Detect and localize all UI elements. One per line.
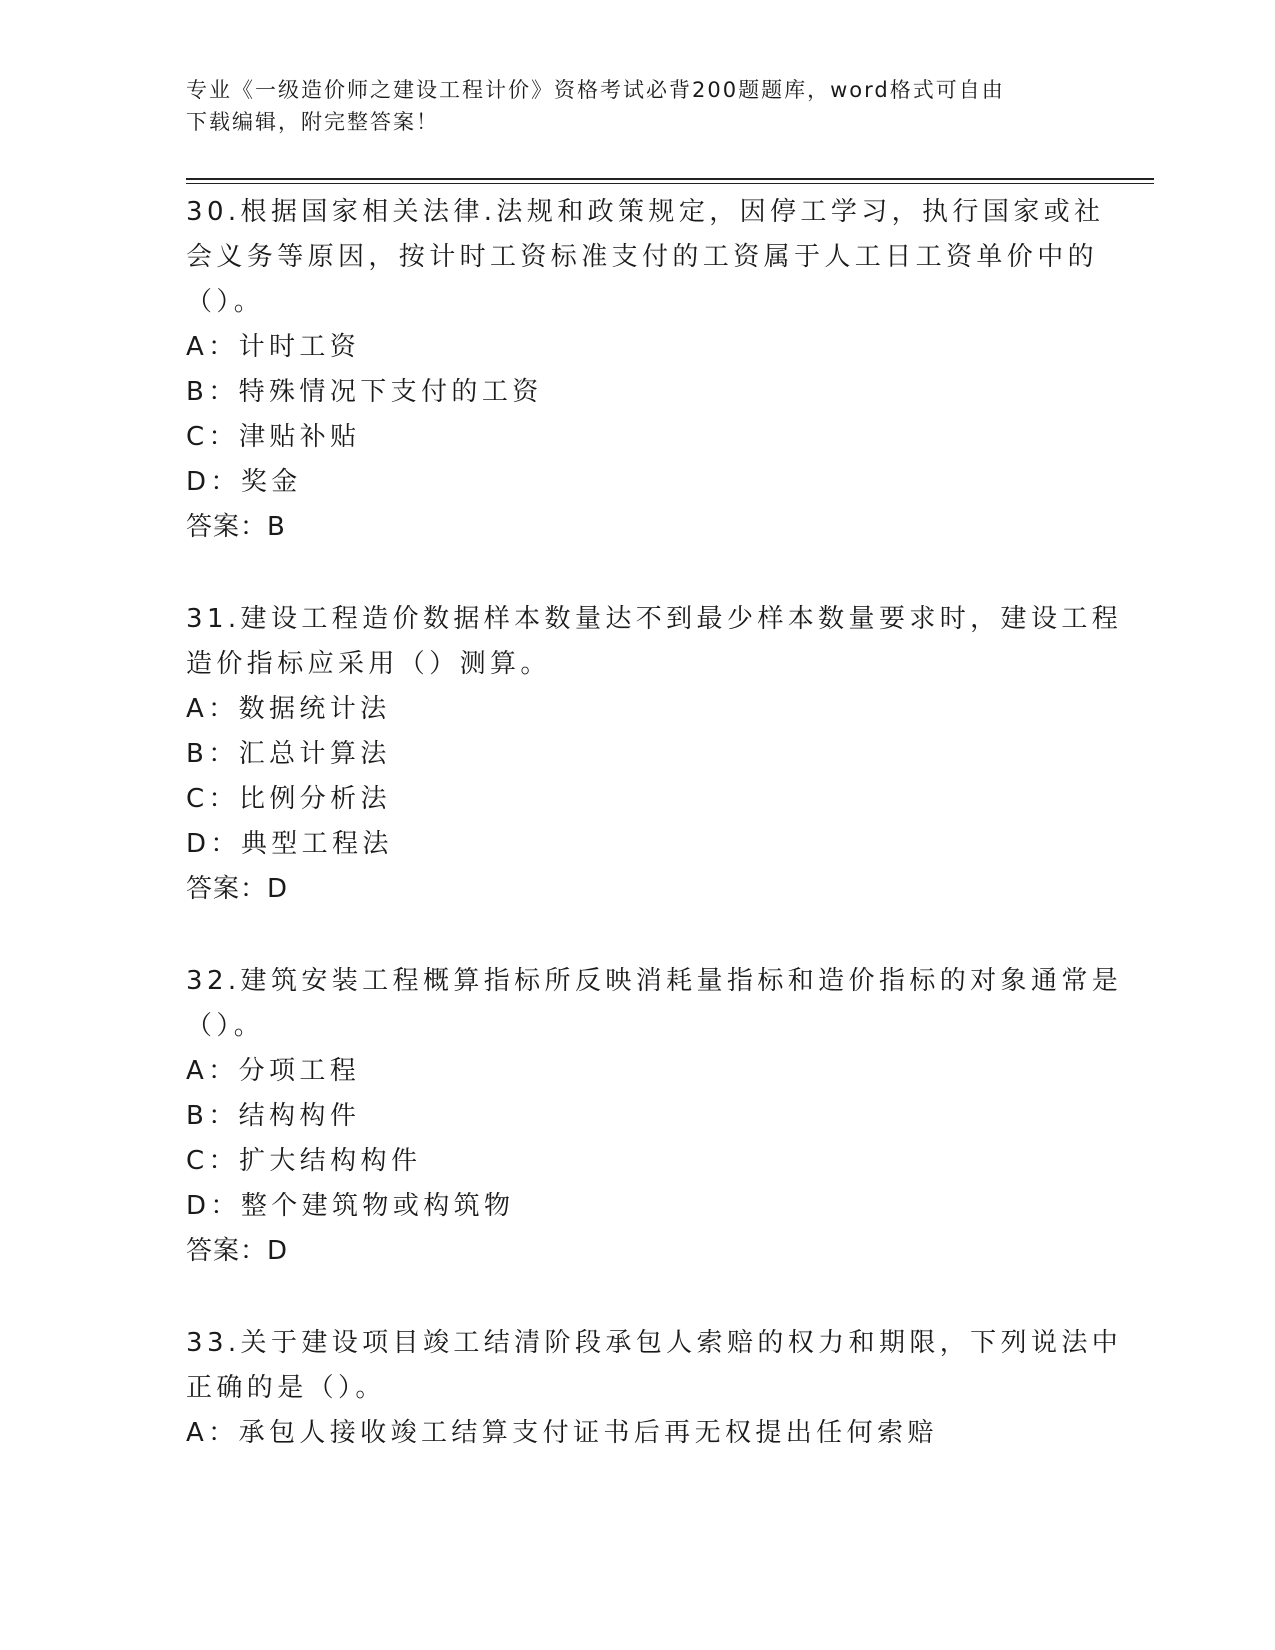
question-list (186, 190, 1123, 1456)
option-d: D：奖金 (186, 467, 302, 497)
answer: 答案：D (186, 1236, 289, 1266)
option-b: B：特殊情况下支付的工资 (186, 377, 543, 407)
question-30 (186, 190, 1105, 550)
question-stem (186, 597, 1123, 687)
header-line: 专业《一级造价师之建设工程计价》资格考试必背200题题库，word格式可自由 (186, 78, 1005, 102)
question-stem-line: 32.建筑安装工程概算指标所反映消耗量指标和造价指标的对象通常是 (186, 966, 1123, 996)
option-c: C：比例分析法 (186, 784, 391, 814)
document-header (186, 74, 1066, 138)
header-line: 下载编辑，附完整答案！ (186, 110, 439, 134)
question-stem-line: （）。 (186, 287, 265, 317)
option-a: A：承包人接收竣工结算支付证书后再无权提出任何索赔 (186, 1418, 938, 1448)
option-a: A：计时工资 (186, 332, 361, 362)
header-divider (186, 178, 1154, 184)
option-a: A：数据统计法 (186, 694, 391, 724)
question-stem-line: （）。 (186, 1011, 265, 1041)
option-a: A：分项工程 (186, 1056, 361, 1086)
question-spacer (186, 550, 1086, 597)
question-stem-line: 会义务等原因，按计时工资标准支付的工资属于人工日工资单价中的 (186, 242, 1099, 272)
question-stem (186, 190, 1105, 325)
question-31 (186, 597, 1123, 912)
question-spacer (186, 1274, 1086, 1321)
question-stem-line: 31.建设工程造价数据样本数量达不到最少样本数量要求时，建设工程 (186, 604, 1123, 634)
question-stem-line: 造价指标应采用（）测算。 (186, 649, 551, 679)
option-c: C：扩大结构构件 (186, 1146, 422, 1176)
option-c: C：津贴补贴 (186, 422, 361, 452)
option-d: D：整个建筑物或构筑物 (186, 1191, 515, 1221)
question-stem-line: 正确的是（）。 (186, 1373, 386, 1403)
option-b: B：汇总计算法 (186, 739, 391, 769)
question-32 (186, 959, 1123, 1274)
option-b: B：结构构件 (186, 1101, 361, 1131)
option-d: D：典型工程法 (186, 829, 393, 859)
answer: 答案：B (186, 512, 286, 542)
question-stem (186, 959, 1123, 1049)
question-spacer (186, 912, 1086, 959)
answer: 答案：D (186, 874, 289, 904)
question-33 (186, 1321, 1123, 1456)
question-stem (186, 1321, 1123, 1411)
question-stem-line: 33.关于建设项目竣工结清阶段承包人索赔的权力和期限，下列说法中 (186, 1328, 1123, 1358)
question-stem-line: 30.根据国家相关法律.法规和政策规定，因停工学习，执行国家或社 (186, 197, 1105, 227)
